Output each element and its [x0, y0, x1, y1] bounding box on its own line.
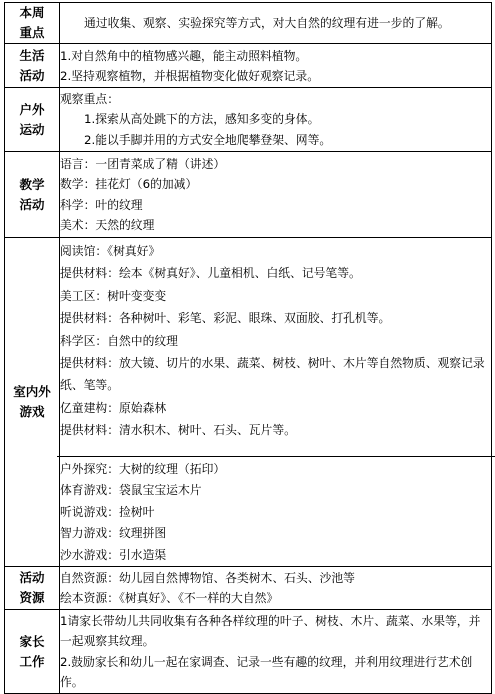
outdoor-games-section — [57, 456, 495, 567]
outdoor-game-2: 体育游戏：袋鼠宝宝运木片 — [60, 483, 202, 498]
teaching-line-1: 语言：一团青菜成了精（讲述） — [60, 156, 226, 171]
label-line: 运动 — [19, 121, 45, 137]
indoor-line-5: 科学区：自然中的纹理 — [60, 333, 178, 348]
outdoor-game-3: 听说游戏：捡树叶 — [60, 504, 155, 519]
label-parents — [5, 610, 60, 694]
label-line: 活动 — [19, 196, 45, 212]
parents-line-1: 1请家长带幼儿共同收集有各种各样纹理的叶子、树枝、木片、蔬菜、水果等，并一起观察其纹理。 — [60, 613, 481, 649]
row-parents — [5, 610, 492, 694]
indoor-line-2: 提供材料：绘本《树真好》、儿童相机、白纸、记号笔等。 — [60, 266, 361, 281]
label-line: 游戏 — [19, 404, 45, 420]
indoor-line-7: 亿童建构：原始森林 — [60, 400, 167, 415]
label-outdoor-sport — [5, 88, 60, 152]
content-resources — [60, 567, 492, 610]
teaching-line-3: 科学：叶的纹理 — [60, 197, 143, 212]
resources-line-1: 自然资源：幼儿园自然博物馆、各类树木、石头、沙池等 — [60, 571, 355, 586]
focus-text: 通过收集、观察、实验探究等方式，对大自然的纹理有进一步的了解。 — [84, 15, 450, 30]
label-line: 本周 — [19, 5, 45, 20]
parents-line-2: 2.鼓励家长和幼儿一起在家调查、记录一些有趣的纹理，并利用纹理进行艺术创作。 — [60, 654, 473, 690]
label-teaching-activity — [5, 152, 60, 238]
indoor-line-3: 美工区：树叶变变变 — [60, 288, 167, 303]
label-line: 室内外 — [13, 384, 51, 400]
content-weekly-focus — [60, 3, 492, 44]
row-life-activity — [5, 44, 492, 88]
label-line: 工作 — [19, 653, 45, 669]
label-games — [5, 238, 60, 567]
indoor-line-4: 提供材料：各种树叶、彩笔、彩泥、眼珠、双面胶、打孔机等。 — [60, 311, 391, 326]
content-outdoor-sport — [60, 88, 492, 152]
label-line: 生活 — [19, 47, 45, 63]
label-life-activity — [5, 44, 60, 88]
indoor-line-8: 提供材料：清水积木、树叶、石头、瓦片等。 — [60, 423, 296, 438]
label-line: 重点 — [19, 25, 45, 40]
weekly-plan-table — [4, 2, 492, 694]
label-resources — [5, 567, 60, 610]
row-weekly-focus — [5, 3, 492, 44]
content-teaching-activity — [60, 152, 492, 238]
row-games — [5, 238, 492, 567]
label-line: 活动 — [19, 570, 45, 586]
indoor-line-6: 提供材料：放大镜、切片的水果、蔬菜、树枝、树叶、木片等自然物质、观察记录纸、笔等。 — [60, 356, 485, 393]
outdoor-heading: 观察重点： — [60, 91, 119, 106]
row-teaching-activity — [5, 152, 492, 238]
outdoor-game-1: 户外探究：大树的纹理（拓印） — [60, 461, 226, 476]
label-line: 活动 — [19, 67, 45, 83]
content-life-activity — [60, 44, 492, 88]
label-line: 教学 — [19, 176, 45, 192]
teaching-line-2: 数学：挂花灯（6的加减） — [60, 177, 198, 191]
outdoor-game-4: 智力游戏：纹理拼图 — [60, 526, 167, 541]
indoor-games-section — [60, 238, 491, 456]
life-line-2: 2.坚持观察植物，并根据植物变化做好观察记录。 — [60, 68, 319, 83]
outdoor-game-5: 沙水游戏：引水造渠 — [60, 547, 167, 562]
label-line: 家长 — [19, 633, 45, 649]
label-line: 资源 — [19, 590, 45, 606]
content-games — [60, 238, 492, 567]
indoor-line-1: 阅读馆：《树真好》 — [60, 244, 161, 258]
label-weekly-focus — [5, 3, 60, 44]
resources-line-2: 绘本资源：《树真好》、《不一样的大自然》 — [60, 591, 279, 606]
label-line: 户外 — [19, 101, 45, 117]
row-resources — [5, 567, 492, 610]
content-parents — [60, 610, 492, 694]
outdoor-line-1: 1.探索从高处跳下的方法，感知多变的身体。 — [84, 112, 320, 127]
row-outdoor-sport — [5, 88, 492, 152]
outdoor-line-2: 2.能以手脚并用的方式安全地爬攀登架、网等。 — [84, 132, 332, 147]
teaching-line-4: 美术：天然的纹理 — [60, 218, 155, 232]
life-line-1: 1.对自然角中的植物感兴趣，能主动照料植物。 — [60, 48, 308, 63]
